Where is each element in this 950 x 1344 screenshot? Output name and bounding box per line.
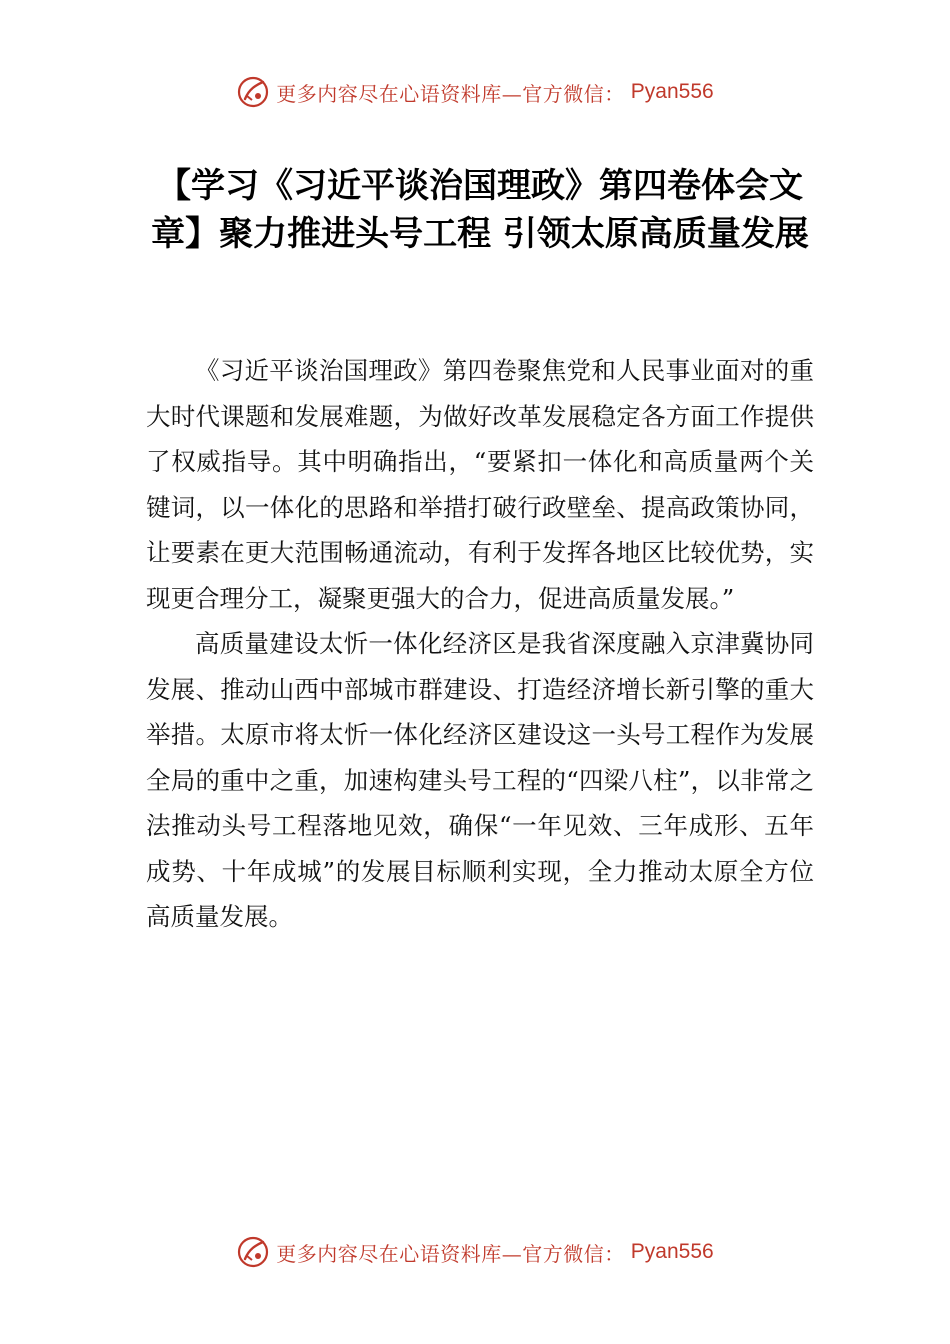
footer-watermark: [0, 1232, 950, 1272]
document-body: [146, 348, 814, 940]
paragraph: 高质量建设太忻一体化经济区是我省深度融入京津冀协同发展、推动山西中部城市群建设、打造经济增长新引擎的重大举措。太原市将太忻一体化经济区建设这一头号工程作为发展全局的重中之重，加速构建头号工程的“四梁八柱”，以非常之法推动头号工程落地见效，确保“一年见效、三年成形、五年成势、十年成城”的发展目标顺利实现，全力推动太原全方位高质量发展。: [146, 629, 814, 931]
document-title: 【学习《习近平谈治国理政》第四卷体会文章】聚力推进头号工程 引领太原高质量发展: [151, 166, 809, 254]
pen-seal-icon: [236, 1235, 270, 1269]
paragraph: 《习近平谈治国理政》第四卷聚焦党和人民事业面对的重大时代课题和发展难题，为做好改革发展稳定各方面工作提供了权威指导。其中明确指出，“要紧扣一体化和高质量两个关键词，以一体化的思路和举措打破行政壁垒、提高政策协同，让要素在更大范围畅通流动，有利于发挥各地区比较优势，实现更合理分工，凝聚更强大的合力，促进高质量发展。”: [146, 356, 814, 613]
header-watermark: [0, 72, 950, 112]
watermark-text: 更多内容尽在心语资料库—官方微信：: [276, 81, 625, 106]
pen-seal-icon: [236, 75, 270, 109]
watermark-text: 更多内容尽在心语资料库—官方微信：: [276, 1241, 625, 1266]
watermark-wechat-id: Pyan556: [630, 80, 714, 103]
watermark-wechat-id: Pyan556: [630, 1240, 714, 1263]
